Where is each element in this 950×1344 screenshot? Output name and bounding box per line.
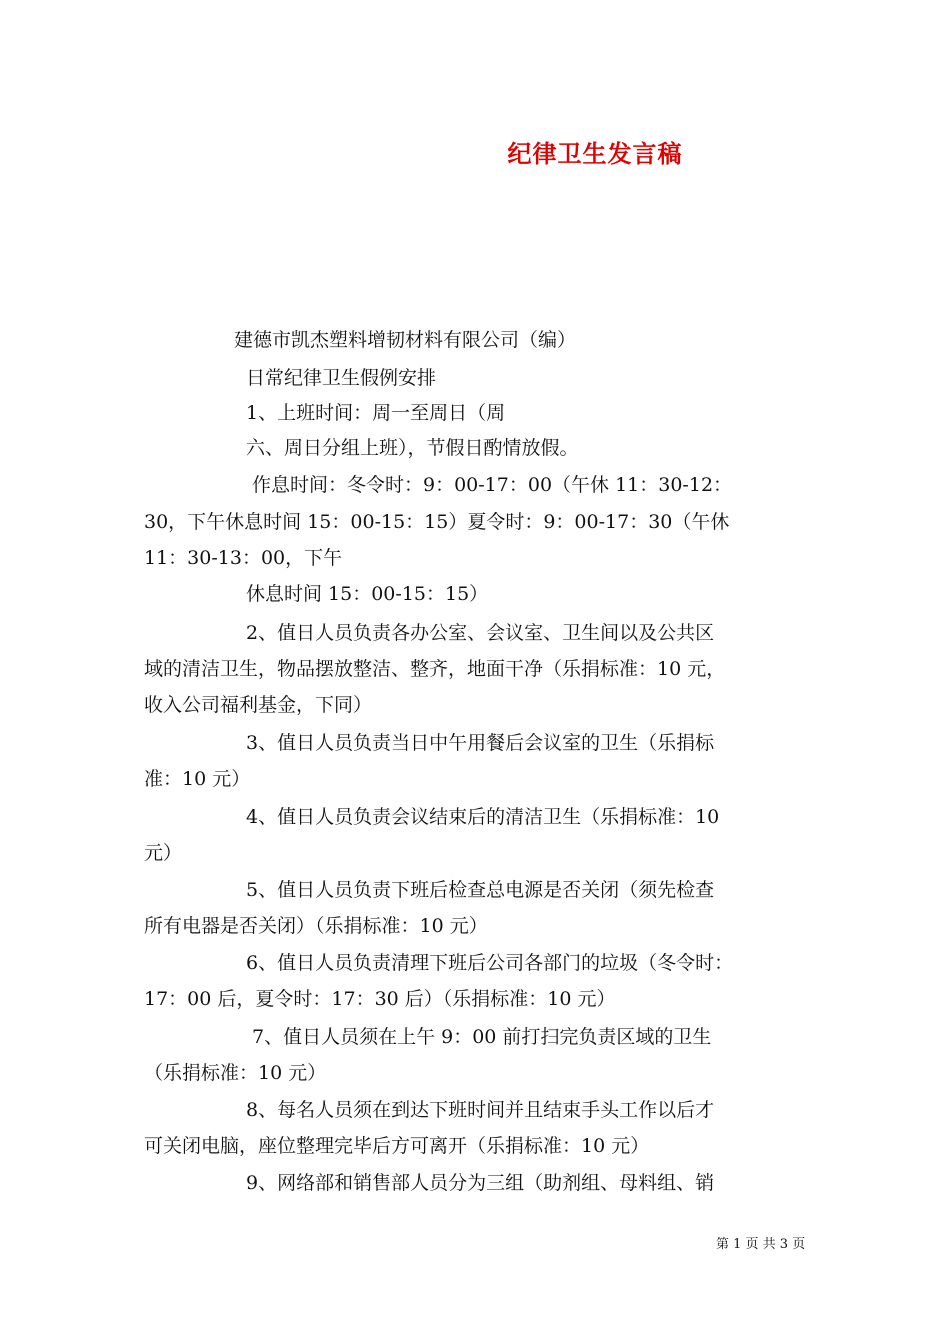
page-number: 第 1 页 共 3 页 [716, 1237, 806, 1252]
document-title: 纪律卫生发言稿 [507, 139, 683, 168]
body-line: 收入公司福利基金，下同） [144, 694, 373, 716]
body-line: 可关闭电脑，座位整理完毕后方可离开（乐捐标准：10 元） [144, 1135, 650, 1157]
body-line: 作息时间：冬令时：9：00-17：00（午休 11：30-12： [252, 474, 733, 496]
body-line: 所有电器是否关闭）（乐捐标准：10 元） [144, 915, 488, 937]
body-line: 日常纪律卫生假例安排 [246, 367, 437, 389]
body-line: 1、上班时间：周一至周日（周 [246, 402, 506, 424]
body-line: 建德市凯杰塑料增韧材料有限公司（编） [234, 329, 577, 351]
body-line: 2、值日人员负责各办公室、会议室、卫生间以及公共区 [246, 622, 715, 644]
body-line: 准：10 元） [144, 768, 251, 790]
body-line: 11：30-13：00，下午 [144, 547, 343, 569]
body-line: 4、值日人员负责会议结束后的清洁卫生（乐捐标准：10 [246, 806, 720, 828]
body-line: 9、网络部和销售部人员分为三组（助剂组、母料组、销 [246, 1172, 715, 1194]
body-line: 休息时间 15：00-15：15） [246, 583, 489, 605]
body-line: 8、每名人员须在到达下班时间并且结束手头工作以后才 [246, 1099, 715, 1121]
body-line: 域的清洁卫生，物品摆放整洁、整齐，地面干净（乐捐标准：10 元， [144, 658, 726, 680]
body-line: 3、值日人员负责当日中午用餐后会议室的卫生（乐捐标 [246, 732, 715, 754]
body-line: 5、值日人员负责下班后检查总电源是否关闭（须先检查 [246, 879, 715, 901]
body-line: 6、值日人员负责清理下班后公司各部门的垃圾（冬令时： [246, 952, 734, 974]
body-line: 六、周日分组上班），节假日酌情放假。 [246, 437, 579, 459]
body-line: （乐捐标准：10 元） [144, 1062, 327, 1084]
body-line: 元） [144, 842, 183, 864]
body-line: 7、值日人员须在上午 9：00 前打扫完负责区域的卫生 [252, 1026, 712, 1048]
body-line: 17：00 后，夏令时：17：30 后）（乐捐标准：10 元） [144, 988, 616, 1010]
body-line: 30，下午休息时间 15：00-15：15）夏令时：9：00-17：30（午休 [144, 511, 730, 533]
